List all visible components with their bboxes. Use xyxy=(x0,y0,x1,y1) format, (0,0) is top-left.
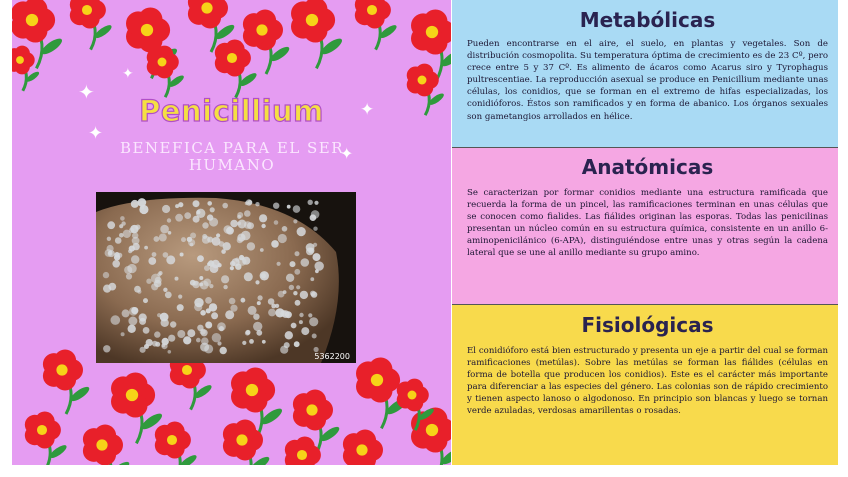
section-heading: Metabólicas xyxy=(579,8,716,32)
flower-icon xyxy=(147,46,186,98)
flower-icon xyxy=(291,0,344,68)
flower-icon xyxy=(355,0,399,50)
flower-icon xyxy=(70,0,114,50)
sparkle-icon: ✦ xyxy=(360,100,375,120)
flower-icon xyxy=(215,40,259,98)
section-heading: Anatómicas xyxy=(581,155,714,179)
info-panel xyxy=(452,0,838,465)
section-metabolicas xyxy=(452,0,838,147)
poster-panel xyxy=(12,0,451,465)
section-fisiologicas xyxy=(452,304,838,465)
flower-icon xyxy=(243,9,291,74)
section-text: El conidióforo está bien estructurado y presenta un eje a partir del cual se forman ramificaciones (metúlas). Sobre las metúlas se forman las fiálides (células en forma de botella que producen los conidios). Este es el carácter más importante para diferenciar a las especies del género. Las colonias son de rápido crecimiento y tienen aspecto lanoso o algodonoso. En principio son blancas y luego se tornan verde azuladas, verdosas amarillentas o rosadas. xyxy=(467,346,828,417)
flower-icon xyxy=(43,349,91,414)
section-heading: Fisiológicas xyxy=(581,313,714,337)
sparkle-icon: ✦ xyxy=(340,144,354,163)
sparkle-icon: ✦ xyxy=(88,123,104,144)
section-anatomicas xyxy=(452,147,838,304)
sparkle-icon: ✦ xyxy=(78,80,95,104)
mold-photo xyxy=(96,192,356,363)
photo-id-label: 5362200 xyxy=(314,352,350,361)
poster-title: Penicillium xyxy=(139,94,324,128)
section-text: Se caracterizan por formar conidios mediante una estructura ramificada que recuerda la forma de un pincel, las ramificaciones terminan en unas células que se conocen como fialides. Las fiálides originan las esporas. Todas las penicilinas presentan un núcleo común en su estructura química, consistente en un anillo 6-aminopenicilánico (6-APA), distinguiéndose entre unas y otras según la cadena lateral que se une al anillo mediante su grupo amino. xyxy=(467,188,828,259)
poster-subtitle: BENEFICA PARA EL SER HUMANO xyxy=(119,139,345,174)
flower-icon xyxy=(343,429,391,465)
flower-icon xyxy=(83,424,131,465)
flower-icon xyxy=(411,407,451,465)
flower-icon xyxy=(25,412,69,465)
flower-icon xyxy=(223,419,271,465)
section-text: Pueden encontrarse en el aire, el suelo, en plantas y vegetales. Son de distribución cosmopolita. Su temperatura óptima de crecimiento es de 23 Cº, pero crece entre 5 y 37 Cº. Es alimento de ácaros como Acarus siro y Tyrophagus pultrescentiae. La reproducción asexual se produce en Penicillium mediante unas células, los conidios, que se forman en el extremo de hifas especializadas, los conidióforos. Éstos son ramificados y en forma de abanico. Los órganos sexuales son gametangios arrollados en hélice. xyxy=(467,39,828,122)
flower-icon xyxy=(155,422,199,465)
mold-illustration xyxy=(96,192,356,363)
sparkle-icon: ✦ xyxy=(122,66,134,82)
